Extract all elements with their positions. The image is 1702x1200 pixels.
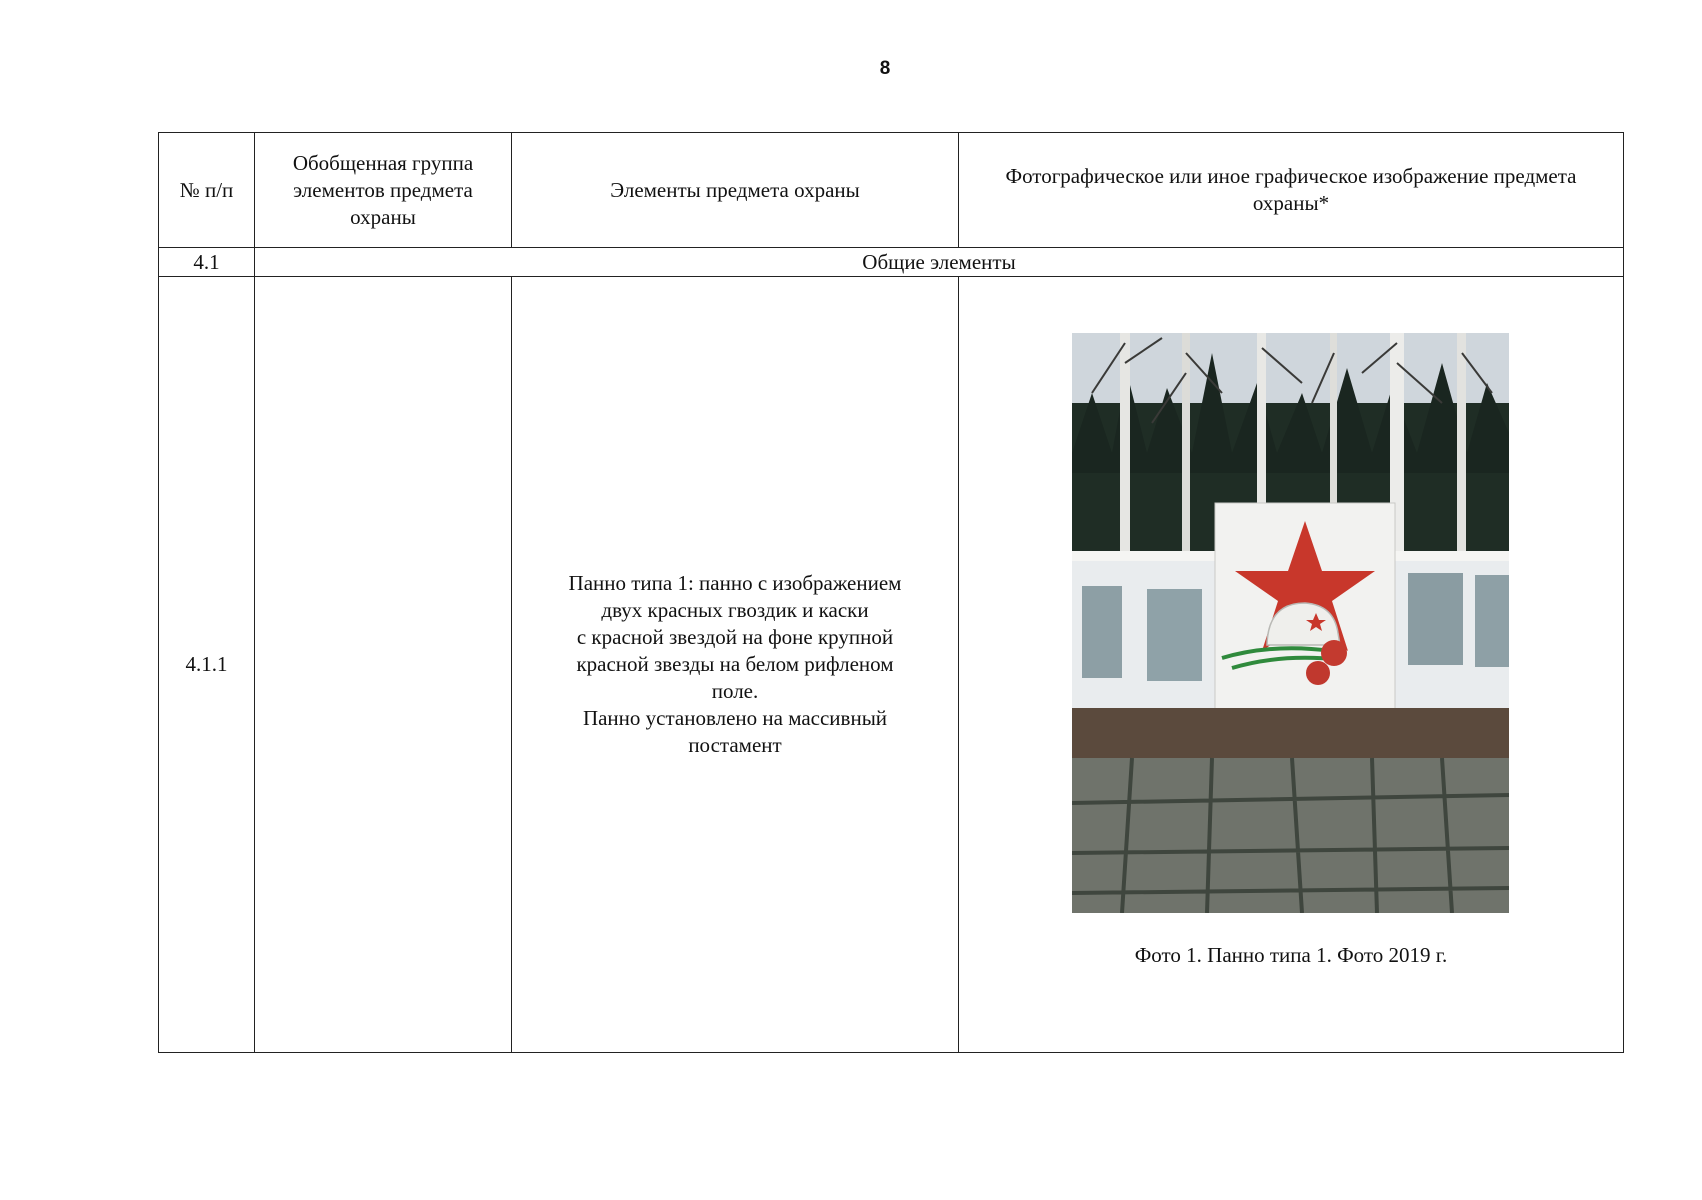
description-line: с красной звездой на фоне крупной <box>576 625 894 649</box>
description-line: двух красных гвоздик и каски <box>601 598 869 622</box>
description-line: поле. <box>711 679 759 703</box>
photo-ground <box>1072 708 1509 763</box>
photo-birch-trunk <box>1120 333 1130 563</box>
item-photo-cell <box>959 277 1624 1053</box>
protection-table <box>158 132 1624 1053</box>
description-line: Панно типа 1: панно с изображением <box>568 571 902 595</box>
item-description <box>512 277 959 1053</box>
table-header-row <box>159 133 1624 248</box>
photo-caption: Фото 1. Панно типа 1. Фото 2019 г. <box>1134 943 1448 967</box>
photo-carnation <box>1321 640 1347 666</box>
photo-birch-trunk <box>1257 333 1266 523</box>
section-number: 4.1 <box>159 248 255 277</box>
photo-plaque <box>1147 589 1202 681</box>
header-number: № п/п <box>159 133 255 248</box>
memorial-photo <box>1072 333 1509 913</box>
description-line: Панно установлено на массивный <box>582 706 888 730</box>
photo-plaque <box>1475 575 1509 667</box>
header-elements: Элементы предмета охраны <box>512 133 959 248</box>
section-row <box>159 248 1624 277</box>
header-image: Фотографическое или иное графическое изображение предмета охраны* <box>959 133 1624 248</box>
table-row <box>159 277 1624 1053</box>
photo-birch-trunk <box>1182 333 1190 563</box>
section-title: Общие элементы <box>255 248 1624 277</box>
photo-birch-trunk <box>1457 333 1466 563</box>
page-number: 8 <box>879 58 891 79</box>
item-group <box>255 277 512 1053</box>
description-line: красной звезды на белом рифленом <box>576 652 894 676</box>
header-group: Обобщенная группа элементов предмета охраны <box>255 133 512 248</box>
photo-plaque <box>1082 586 1122 678</box>
description-line: постамент <box>688 733 782 757</box>
photo-carnation <box>1306 661 1330 685</box>
photo-plaque <box>1408 573 1463 665</box>
item-number: 4.1.1 <box>159 277 255 1053</box>
